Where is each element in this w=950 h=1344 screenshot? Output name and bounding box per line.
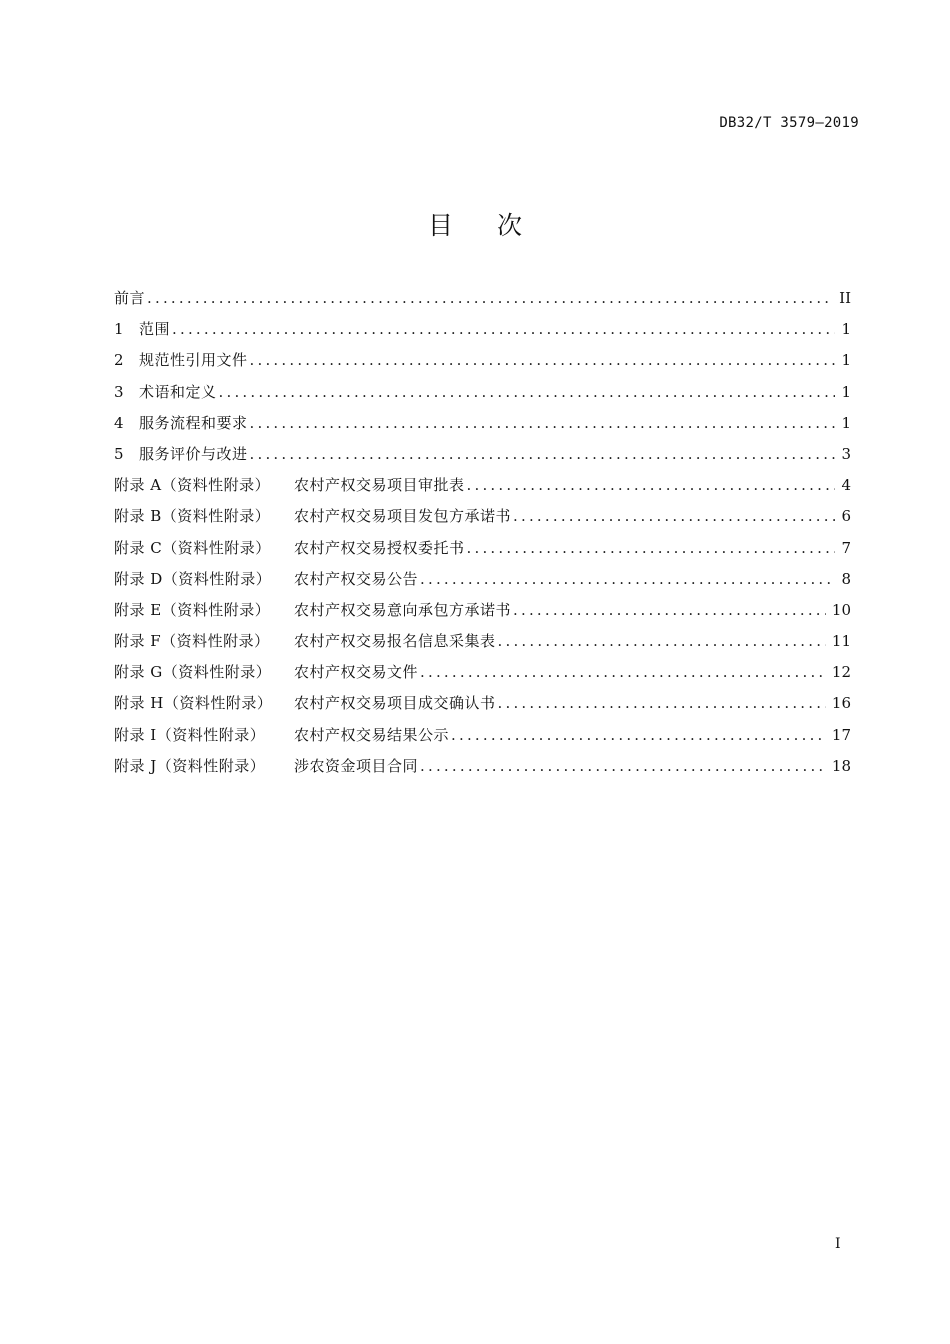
toc-entry[interactable]	[114, 626, 851, 657]
toc-entry-page: 10	[831, 600, 851, 619]
toc-entry-label: 农村产权交易授权委托书	[294, 538, 465, 557]
toc-dot-leader	[420, 751, 826, 782]
toc-entry-page: 17	[831, 725, 851, 744]
toc-dot-leader	[513, 501, 835, 532]
toc-entry-label: 服务流程和要求	[139, 413, 248, 432]
toc-dot-leader	[467, 533, 835, 564]
toc-entry-page: 6	[841, 507, 851, 526]
toc-entry-label: 农村产权交易意向承包方承诺书	[294, 600, 512, 619]
toc-entry-annex: 附录 E（资料性附录）	[114, 600, 271, 619]
toc-entry-label: 服务评价与改进	[139, 444, 248, 463]
toc-entry-annex: 附录 B（资料性附录）	[114, 507, 271, 526]
toc-entry-annex: 附录 F（资料性附录）	[114, 632, 270, 651]
toc-entry[interactable]	[114, 501, 851, 532]
toc-entry-page: 4	[841, 476, 851, 495]
toc-dot-leader	[250, 408, 835, 439]
toc-entry-annex: 附录 G（资料性附录）	[114, 663, 272, 682]
toc-entry[interactable]	[114, 314, 851, 345]
toc-entry[interactable]	[114, 377, 851, 408]
toc-dot-leader	[467, 470, 835, 501]
toc-entry-annex: 附录 J（资料性附录）	[114, 756, 266, 775]
toc-entry-page: 3	[841, 444, 851, 463]
toc-entry-page: 16	[831, 694, 851, 713]
page-title: 目次	[427, 211, 566, 240]
toc-entry-label: 农村产权交易项目审批表	[294, 476, 465, 495]
toc-entry-label: 范围	[139, 320, 171, 339]
toc-entry-number: 5	[114, 444, 124, 463]
toc-dot-leader	[250, 439, 835, 470]
toc-entry[interactable]	[114, 720, 851, 751]
toc-entry-page: 12	[831, 663, 851, 682]
toc-dot-leader	[147, 283, 833, 314]
toc-entry[interactable]	[114, 533, 851, 564]
toc-entry-page: 18	[831, 756, 851, 775]
toc-entry-label: 涉农资金项目合同	[294, 756, 419, 775]
toc-entry[interactable]	[114, 657, 851, 688]
table-of-contents	[114, 283, 851, 782]
toc-entry-annex: 附录 C（资料性附录）	[114, 538, 271, 557]
toc-entry-number: 4	[114, 413, 124, 432]
toc-entry-label: 前言	[114, 289, 146, 307]
toc-entry[interactable]	[114, 751, 851, 782]
toc-entry-label: 农村产权交易文件	[294, 663, 419, 682]
toc-entry[interactable]	[114, 595, 851, 626]
toc-entry-label: 农村产权交易项目成交确认书	[294, 694, 496, 713]
toc-entry-page: 1	[841, 382, 851, 401]
toc-dot-leader	[498, 626, 826, 657]
toc-entry-annex: 附录 A（资料性附录）	[114, 476, 271, 495]
toc-entry-page: 11	[831, 632, 851, 651]
toc-entry[interactable]	[114, 345, 851, 376]
toc-dot-leader	[172, 314, 835, 345]
toc-dot-leader	[451, 720, 826, 751]
toc-entry-number: 2	[114, 351, 124, 370]
toc-dot-leader	[513, 595, 826, 626]
toc-entry-number: 3	[114, 382, 124, 401]
toc-dot-leader	[498, 688, 826, 719]
toc-entry-annex: 附录 I（资料性附录）	[114, 725, 266, 744]
toc-dot-leader	[420, 657, 826, 688]
toc-entry-label: 农村产权交易结果公示	[294, 725, 450, 744]
toc-entry-page: 1	[841, 351, 851, 370]
toc-entry-number: 1	[114, 320, 124, 339]
page-number: I	[835, 1236, 841, 1252]
toc-entry-page: II	[839, 289, 851, 307]
toc-entry-annex: 附录 D（资料性附录）	[114, 569, 272, 588]
toc-entry[interactable]	[114, 408, 851, 439]
toc-entry[interactable]	[114, 564, 851, 595]
toc-entry-page: 8	[841, 569, 851, 588]
toc-dot-leader	[420, 564, 835, 595]
toc-entry[interactable]	[114, 439, 851, 470]
toc-dot-leader	[219, 377, 835, 408]
toc-entry-page: 1	[841, 413, 851, 432]
toc-dot-leader	[250, 345, 835, 376]
toc-entry-page: 1	[841, 320, 851, 339]
toc-entry-label: 农村产权交易公告	[294, 569, 419, 588]
toc-entry[interactable]	[114, 470, 851, 501]
toc-entry-page: 7	[841, 538, 851, 557]
document-code: DB32/T 3579—2019	[719, 115, 859, 131]
toc-entry-label: 农村产权交易项目发包方承诺书	[294, 507, 512, 526]
toc-entry-label: 术语和定义	[139, 382, 217, 401]
toc-entry[interactable]	[114, 688, 851, 719]
toc-entry-annex: 附录 H（资料性附录）	[114, 694, 273, 713]
toc-entry[interactable]	[114, 283, 851, 314]
toc-entry-label: 规范性引用文件	[139, 351, 248, 370]
toc-entry-label: 农村产权交易报名信息采集表	[294, 632, 496, 651]
